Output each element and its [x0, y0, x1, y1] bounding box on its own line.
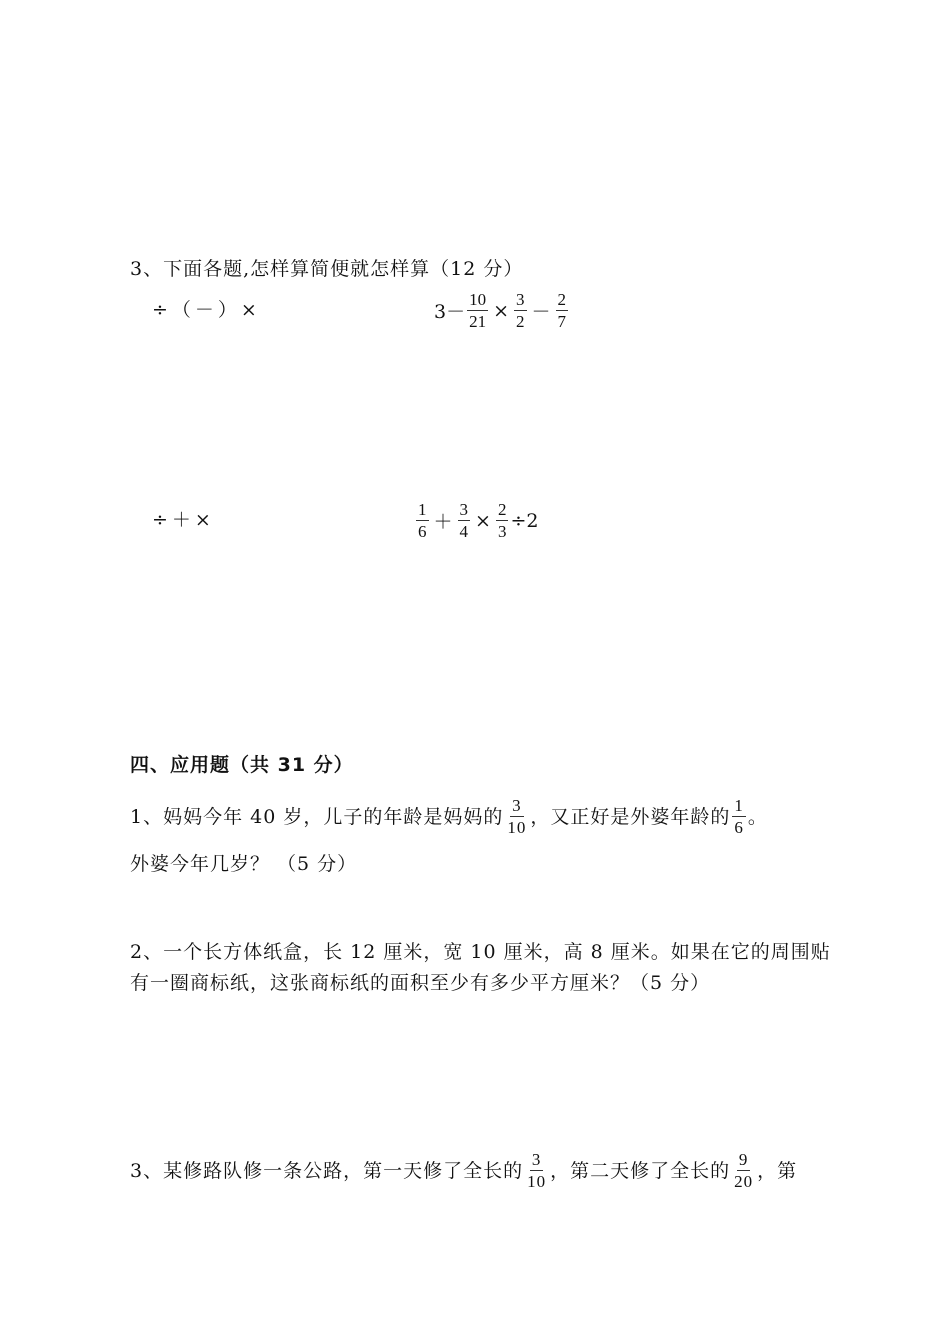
numerator: 3	[459, 500, 469, 519]
operator: ×	[475, 509, 491, 532]
q1-text: 。	[747, 805, 768, 828]
denominator: 7	[557, 312, 567, 331]
denominator: 10	[527, 1172, 547, 1191]
expression-1-right	[434, 290, 570, 331]
numerator: 3	[512, 796, 522, 815]
numerator: 1	[418, 500, 427, 519]
denominator: 2	[516, 312, 525, 331]
fraction	[556, 290, 569, 331]
question-1-line-1	[130, 796, 768, 837]
fraction	[514, 290, 527, 331]
fraction	[525, 1150, 548, 1191]
operator: －	[531, 301, 551, 323]
denominator: 6	[734, 818, 744, 837]
denominator: 21	[469, 312, 487, 331]
q3-text: ，第	[757, 1159, 798, 1182]
numerator: 2	[497, 500, 507, 519]
expression-2-right	[414, 500, 538, 541]
question-2-line-1: 2、一个长方体纸盒，长 12 厘米，宽 10 厘米，高 8 厘米。如果在它的周围贴	[130, 941, 831, 963]
numerator: 1	[734, 796, 744, 815]
question-3-line-1	[130, 1150, 797, 1191]
q1-text: ，又正好是外婆年龄的	[530, 805, 731, 828]
fraction	[416, 500, 429, 541]
expression-1-left: ÷（－）×	[152, 299, 261, 321]
numerator: 9	[738, 1150, 749, 1169]
denominator: 4	[459, 522, 469, 541]
q3-text: 3、某修路队修一条公路，第一天修了全长的	[130, 1159, 524, 1182]
numerator: 3	[531, 1150, 542, 1169]
denominator: 20	[734, 1172, 754, 1191]
expr-text: ÷2	[510, 509, 539, 532]
question-2-line-2: 有一圈商标纸，这张商标纸的面积至少有多少平方厘米？（5 分）	[130, 972, 711, 994]
denominator: 6	[418, 522, 427, 541]
fraction	[732, 1150, 755, 1191]
q1-text: 1、妈妈今年 40 岁，儿子的年龄是妈妈的	[130, 805, 504, 828]
numerator: 10	[469, 290, 487, 309]
section-3-heading: 3、下面各题,怎样算简便就怎样算（12 分）	[130, 258, 524, 280]
fraction	[458, 500, 471, 541]
expr-text: 3－	[434, 301, 466, 323]
question-1-line-2: 外婆今年几岁？ （5 分）	[130, 853, 358, 875]
fraction	[505, 796, 528, 837]
q3-text: ，第二天修了全长的	[550, 1159, 731, 1182]
fraction	[496, 500, 509, 541]
fraction	[732, 796, 746, 837]
expression-2-left: ÷＋×	[152, 509, 215, 531]
numerator: 3	[516, 290, 525, 309]
denominator: 10	[507, 818, 527, 837]
operator: ×	[493, 299, 510, 322]
numerator: 2	[557, 290, 567, 309]
section-4-title: 四、应用题（共 31 分）	[130, 754, 354, 776]
operator: ＋	[433, 511, 453, 533]
fraction	[467, 290, 488, 331]
denominator: 3	[497, 522, 507, 541]
